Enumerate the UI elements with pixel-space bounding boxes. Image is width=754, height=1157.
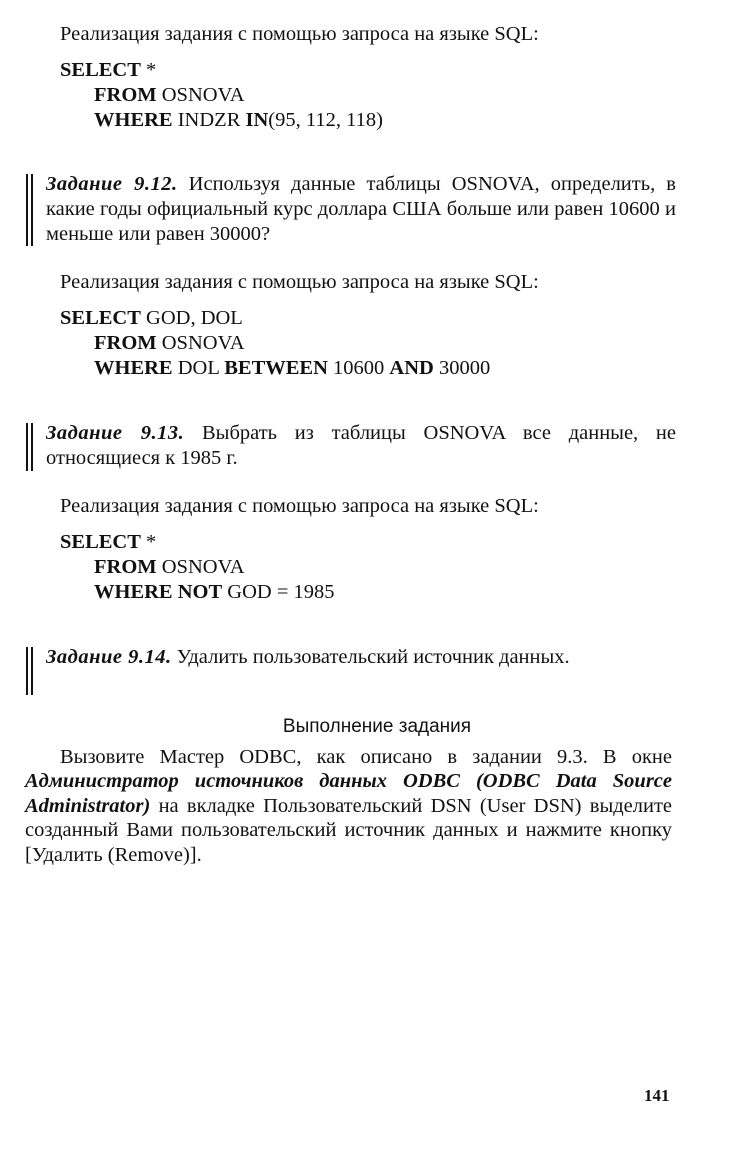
task-9-13-text: Задание 9.13. Выбрать из таблицы OSNOVA все данные, не относящиеся к 1985 г.: [46, 422, 676, 469]
sql-from-line-3: FROM OSNOVA: [94, 556, 245, 578]
task-marker-bar: [26, 174, 33, 246]
sql-select-line-1: SELECT *: [60, 59, 157, 81]
sql-where-line-3: WHERE NOT GOD = 1985: [94, 581, 335, 603]
instruction-paragraph: Вызовите Мастер ODBC, как описано в задании 9.3. В окне Администратор источников данных ODBC (ODBC Data Source Administrator) на вкладке Пользовательский DSN (User DSN) выделите созданный Вами пользовательский источник данных и нажмите кнопку [Удалить (Remove)].: [25, 746, 672, 866]
task-marker-bar: [26, 423, 33, 471]
sql-intro-2: Реализация задания с помощью запроса на языке SQL:: [60, 271, 539, 293]
sql-select-line-2: SELECT GOD, DOL: [60, 307, 243, 329]
task-9-13: [26, 421, 676, 473]
task-9-14-text: Задание 9.14. Удалить пользовательский источник данных.: [46, 646, 570, 668]
page-number: 141: [644, 1086, 670, 1105]
sql-from-line-2: FROM OSNOVA: [94, 332, 245, 354]
task-marker-bar: [26, 647, 33, 695]
sql-intro-3: Реализация задания с помощью запроса на языке SQL:: [60, 495, 539, 517]
sql-select-line-3: SELECT *: [60, 531, 157, 553]
sql-where-line-2: WHERE DOL BETWEEN 10600 AND 30000: [94, 357, 491, 379]
section-heading: Выполнение задания: [282, 716, 472, 737]
task-9-12-text: Задание 9.12. Используя данные таблицы OSNOVA, определить, в какие годы официальный курс доллара США больше или равен 10600 и меньше или равен 30000?: [46, 173, 676, 245]
task-9-12: [26, 172, 676, 248]
sql-where-line-1: WHERE INDZR IN(95, 112, 118): [94, 109, 383, 131]
task-9-14: [26, 645, 676, 697]
sql-intro-1: Реализация задания с помощью запроса на языке SQL:: [60, 23, 539, 45]
sql-from-line-1: FROM OSNOVA: [94, 84, 245, 106]
